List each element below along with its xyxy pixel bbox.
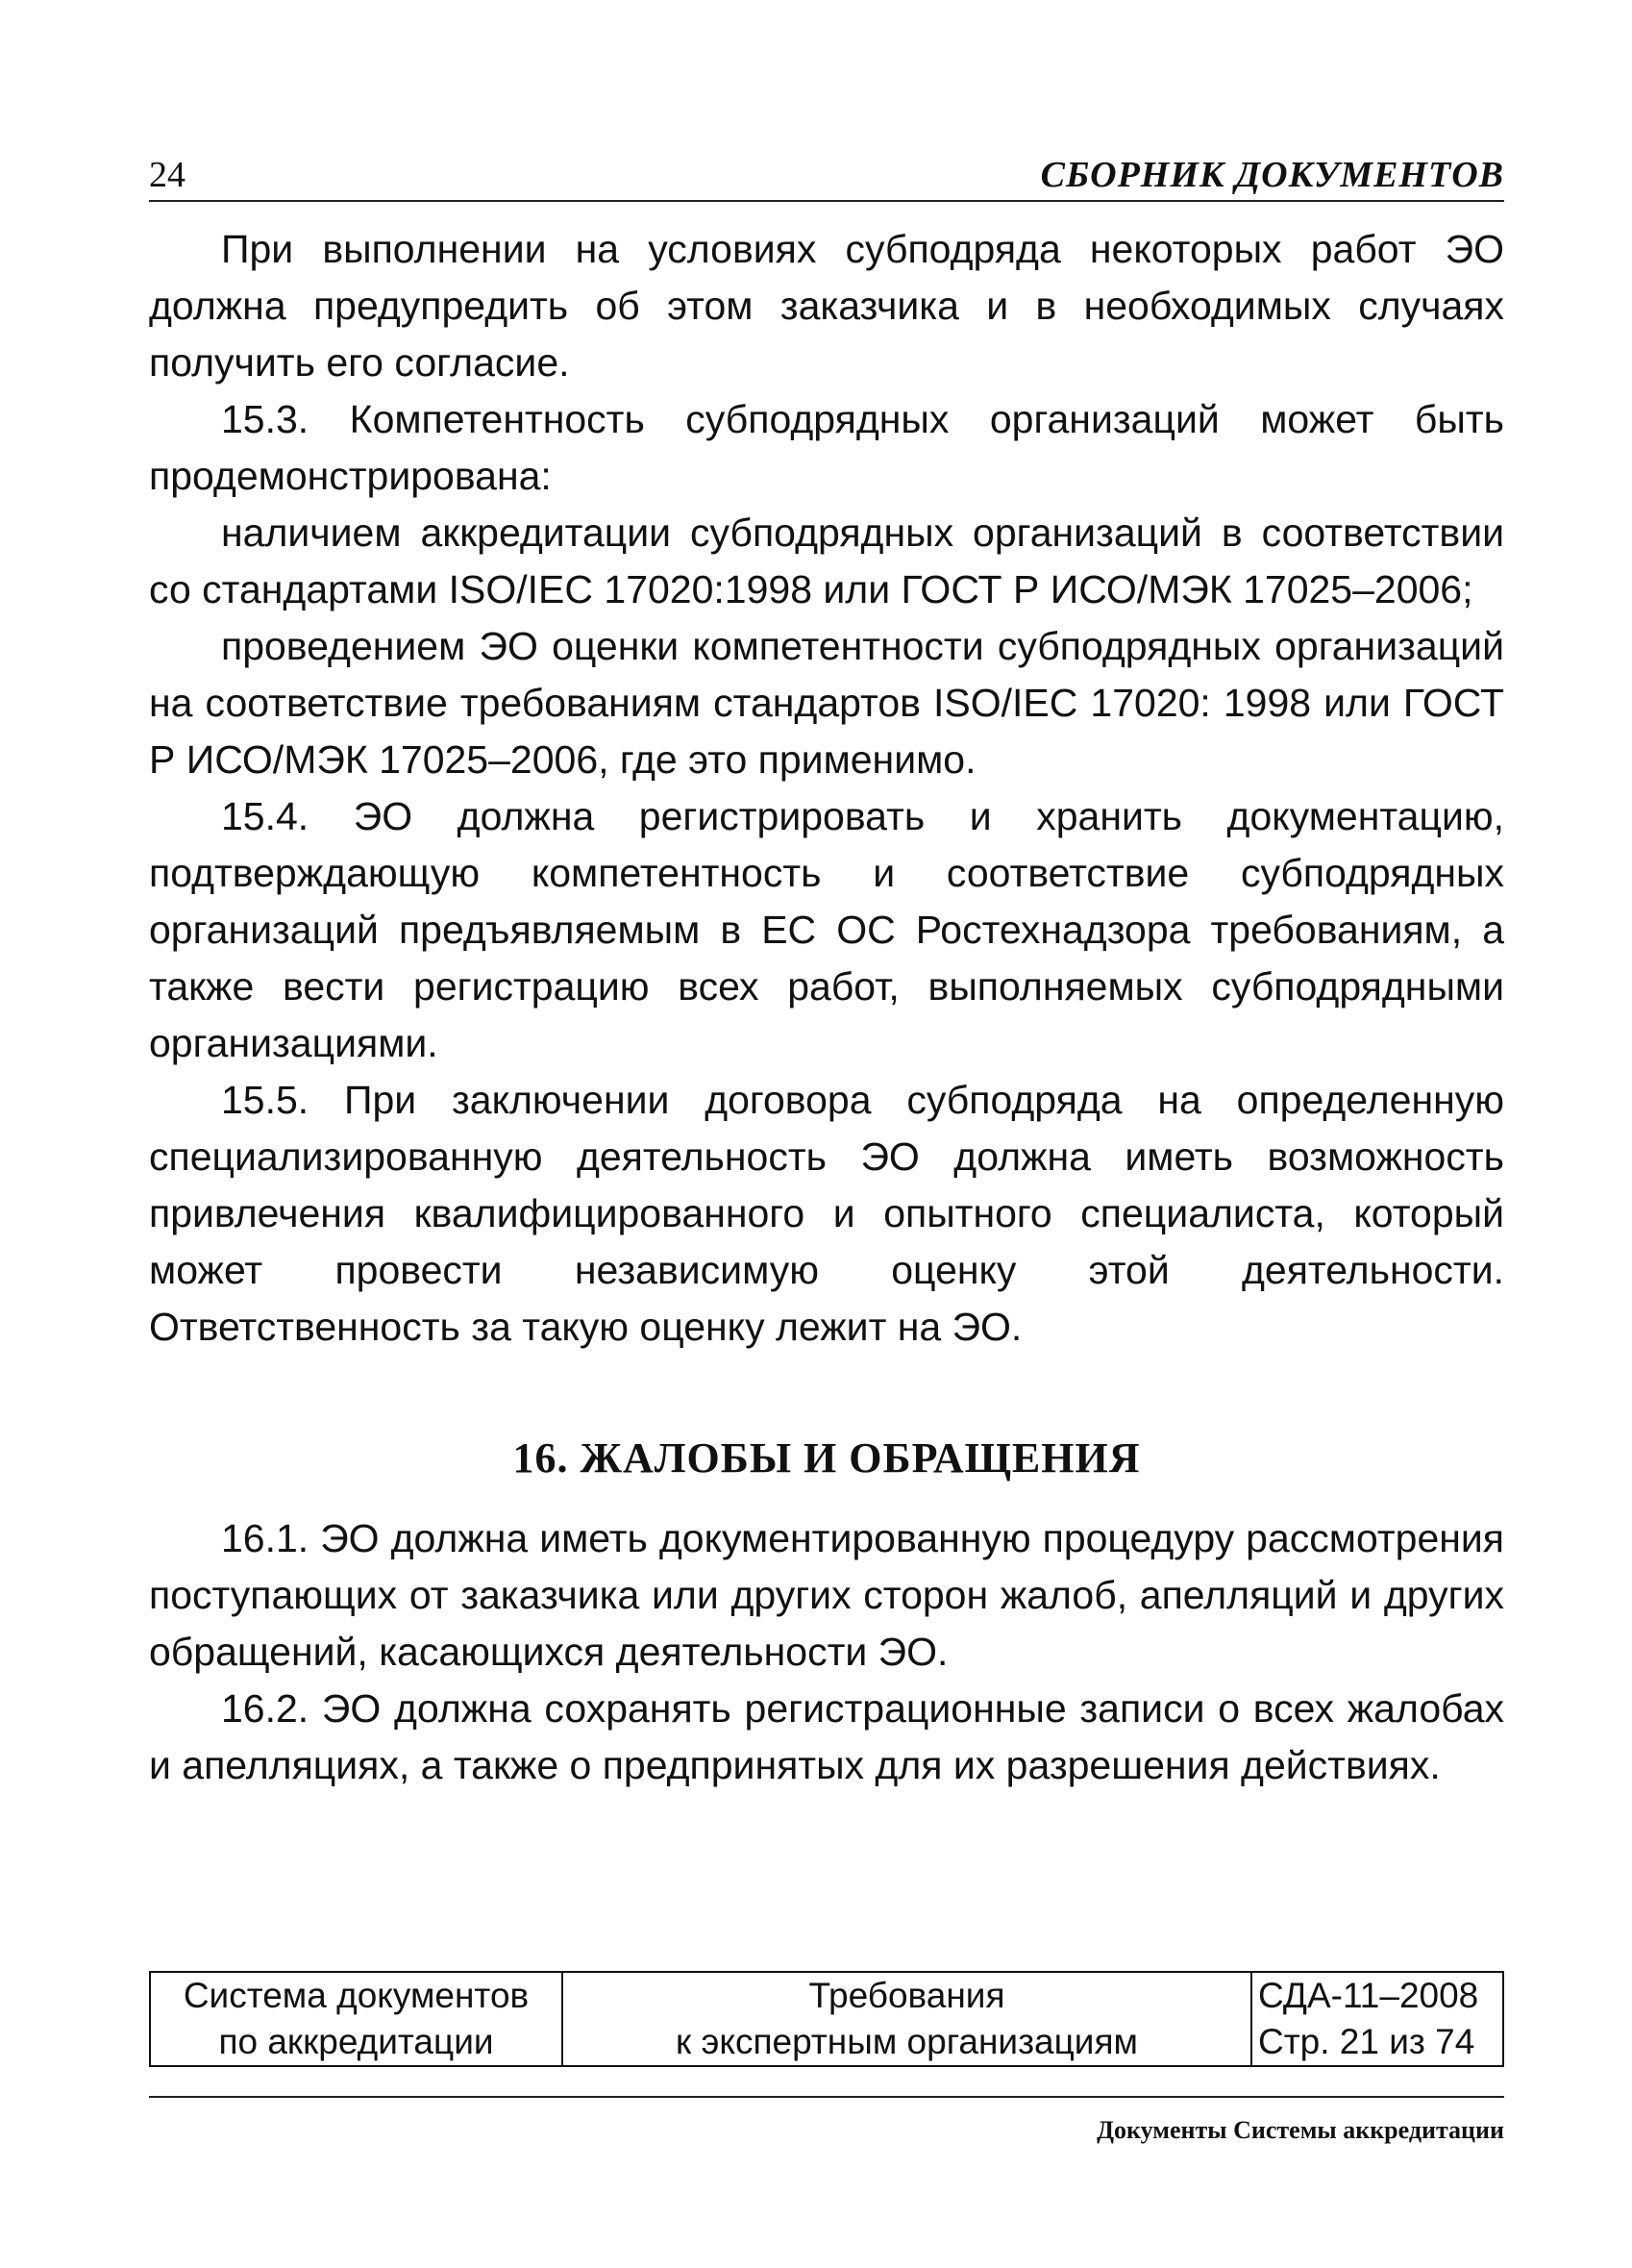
document-code: СДА-11–2008 (1258, 1976, 1479, 2015)
document-identifier-table (149, 1971, 1504, 2067)
page-number: 24 (149, 155, 185, 195)
system-line-1: Система документов (183, 1976, 530, 2015)
footer-rule (149, 2096, 1504, 2098)
body-text (149, 221, 1504, 1794)
requirements-line-1: Требования (808, 1976, 1005, 2015)
running-header (149, 144, 1504, 202)
system-cell (150, 1972, 562, 2066)
system-line-2: по аккредитации (218, 2022, 494, 2061)
document-page (149, 144, 1504, 2163)
paragraph-subcontract-consent: При выполнении на условиях субподряда некоторых работ ЭО должна предупредить об этом заказчика и в необходимых случаях получить его согласие. (149, 227, 1504, 385)
paragraph-15-3-accreditation: наличием аккредитации субподрядных организаций в соответствии со стандартами ISO/IEC 17020:1998 или ГОСТ Р ИСО/МЭК 17025–2006; (149, 511, 1504, 611)
section-heading: 16. ЖАЛОБЫ И ОБРАЩЕНИЯ (512, 1434, 1141, 1482)
table-row (150, 1972, 1503, 2066)
requirements-cell (562, 1972, 1251, 2066)
collection-title: СБОРНИК ДОКУМЕНТОВ (1040, 155, 1504, 195)
header-rule (149, 200, 1504, 202)
requirements-line-2: к экспертным организациям (676, 2022, 1138, 2061)
document-code-cell (1251, 1972, 1503, 2066)
paragraph-15-3-assessment: проведением ЭО оценки компетентности субподрядных организаций на соответствие требованиям стандартов ISO/IEC 17020: 1998 или ГОСТ Р ИСО/МЭК 17025–2006, где это применимо. (149, 624, 1504, 782)
paragraph-15-3: 15.3. Компетентность субподрядных организаций может быть продемонстрирована: (149, 397, 1504, 498)
paragraph-15-5: 15.5. При заключении договора субподряда на определенную специализированную деятельность ЭО должна иметь возможность привлечения квалифицированного и опытного специалиста, который может провести независимую оценку этой деятельности. Ответственность за такую оценку лежит на ЭО. (149, 1078, 1504, 1349)
paragraph-15-4: 15.4. ЭО должна регистрировать и хранить документацию, подтверждающую компетентность и соответствие субподрядных организаций предъявляемым в ЕС ОС Ростехнадзора требованиям, а также вести регистрацию всех работ, выполняемых субподрядными организациями. (149, 794, 1504, 1065)
footer-caption: Документы Системы аккредитации (1097, 2116, 1504, 2144)
paragraph-16-1: 16.1. ЭО должна иметь документированную процедуру рассмотрения поступающих от заказчика или других сторон жалоб, апелляций и других обращений, касающихся деятельности ЭО. (149, 1516, 1504, 1674)
page-count: Стр. 21 из 74 (1258, 2022, 1475, 2061)
paragraph-16-2: 16.2. ЭО должна сохранять регистрационные записи о всех жалобах и апелляциях, а также о предпринятых для их разрешения действиях. (149, 1686, 1504, 1787)
